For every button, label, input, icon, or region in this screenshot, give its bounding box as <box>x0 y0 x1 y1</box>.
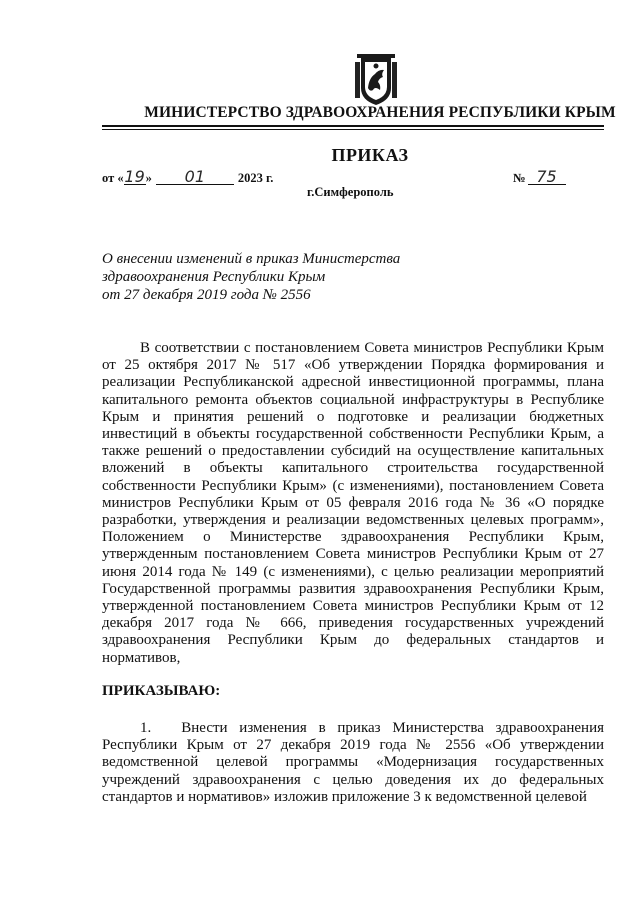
header-rule-thin <box>102 129 604 130</box>
subject-line: здравоохранения Республики Крым <box>102 269 326 285</box>
subject-line: от 27 декабря 2019 года № 2556 <box>102 287 311 303</box>
number-value: 75 <box>528 170 566 185</box>
order-date <box>102 167 274 186</box>
date-month: 01 <box>156 170 234 185</box>
order-word: ПРИКАЗЫВАЮ: <box>102 683 221 699</box>
crimea-coat-of-arms-icon <box>353 52 399 106</box>
item-number: 1. <box>140 720 152 736</box>
document-title: ПРИКАЗ <box>331 145 409 165</box>
item-text: Внести изменения в приказ Министерства здравоохранения Республики Крым от 27 декабря 2019 года № 2556 «Об утверждении ведомственной целевой программы «Модернизация государственных учреждений здравоохранения с целью доведения их до федеральных стандартов и нормативов» изложив приложение 3 к ведомственной целевой <box>102 720 604 805</box>
order-item <box>102 720 604 806</box>
ministry-name: МИНИСТЕРСТВО ЗДРАВООХРАНЕНИЯ РЕСПУБЛИКИ КРЫМ <box>144 104 616 121</box>
order-subject <box>102 250 400 304</box>
preamble-paragraph: В соответствии с постановлением Совета министров Республики Крым от 25 октября 2017 № 517 «Об утверждении Порядка формирования и реализации Республиканской адресной инвестиционной программы, плана капитального ремонта объектов социальной инфраструктуры в Республике Крым и принятия решений о подготовке и реализации бюджетных инвестиций в объекты государственной собственности Республики Крым, а также решений о предоставлении субсидий на осуществление капитальных вложений в объекты капитального строительства государственной собственности Республики Крым» (с изменениями), постановлением Совета министров Республики Крым от 05 февраля 2016 года № 36 «О порядке разработки, утверждения и реализации ведомственных целевых программ», Положением о Министерстве здравоохранения Республики Крым, утвержденным постановлением Совета министров Республики Крым от 27 июня 2014 года № 149 (с изменениями), с целью реализации мероприятий Государственной программы развития здравоохранения Республики Крым, утвержденной постановлением Совета министров Республики Крым от 12 декабря 2017 года № 666, приведения государственных учреждений здравоохранения Республики Крым до федеральных стандартов и нормативов, <box>102 340 604 666</box>
number-label: № <box>513 171 526 185</box>
order-number <box>513 167 566 186</box>
date-prefix: от « <box>102 171 124 185</box>
date-day: 19 <box>124 167 145 186</box>
date-separator: » <box>145 171 152 185</box>
city: г.Симферополь <box>307 185 394 199</box>
header-rule-thick <box>102 125 604 127</box>
date-year: 2023 г. <box>237 171 274 185</box>
subject-line: О внесении изменений в приказ Министерства <box>102 251 401 267</box>
